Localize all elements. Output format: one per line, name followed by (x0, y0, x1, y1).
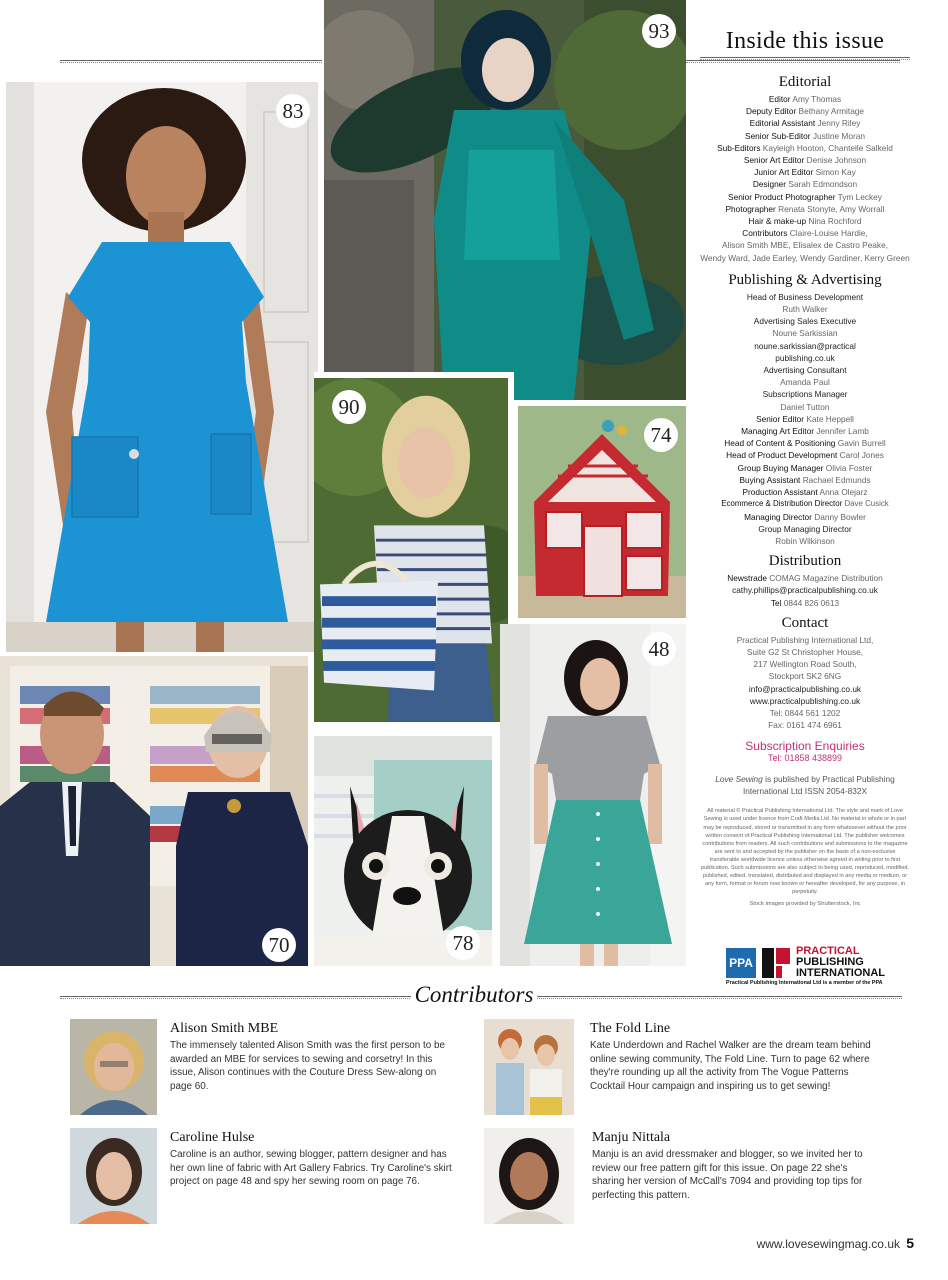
role-line: Managing Art Editor Jennifer Lamb (741, 426, 869, 437)
contact-line: Practical Publishing International Ltd, (736, 634, 874, 645)
editorial-line: Senior Sub-Editor Justine Moran (745, 130, 865, 141)
contributor-photo (70, 1019, 157, 1115)
distribution-tel: Tel 0844 826 0613 (770, 597, 840, 608)
role-name: Robin Wilkinson (775, 535, 835, 546)
publisher-logos (726, 946, 885, 979)
contributor-name: Alison Smith MBE (170, 1021, 279, 1036)
editorial-line: Editorial Assistant Jenny Riley (749, 118, 861, 129)
contributor-bio: Kate Underdown and Rachel Walker are the dream team behind online sewing community, The Fold Line. Turn to page 62 where they're rounding up all the activity from The Vogue Patterns Cocktail Hour campaign and inspiring us to get sewing! (590, 1040, 871, 1092)
role-label: Group Managing Director (758, 523, 852, 534)
role-label: Subscriptions Manager (762, 389, 848, 400)
role-label: Advertising Consultant (763, 365, 847, 376)
email-link[interactable]: publishing.co.uk (775, 352, 835, 363)
dog-cushion-photo[interactable] (314, 736, 492, 966)
contributor-photo (484, 1128, 574, 1224)
role-name: Noune Sarkissian (772, 328, 838, 339)
footer-website-link[interactable]: www.lovesewingmag.co.uk (756, 1237, 900, 1251)
contributors-continued: Wendy Ward, Jade Earley, Wendy Gardiner, Kerry Green (700, 252, 910, 263)
button-skirt-photo[interactable] (500, 624, 686, 966)
editorial-line: Sub-Editors Kayleigh Hooton, Chantelle Salkeld (717, 142, 893, 153)
stock-credit: Stock images provided by Shutterstock, Inc (749, 901, 861, 908)
role-label: Advertising Sales Executive (753, 316, 857, 327)
role-name: Amanda Paul (780, 377, 830, 388)
page-number: 5 (906, 1235, 914, 1251)
role-line: Production Assistant Anna Olejarz (742, 487, 868, 498)
distribution-heading: Distribution (768, 553, 842, 570)
dress-photo[interactable] (6, 82, 318, 652)
masthead-title: Inside this issue (725, 28, 885, 54)
contributors-continued: Alison Smith MBE, Elisalex de Castro Peake, (721, 240, 888, 251)
role-name: Daniel Tutton (780, 401, 830, 412)
role-line: Buying Assistant Rachael Edmunds (739, 474, 871, 485)
role-name: Ruth Walker (782, 304, 828, 315)
newstrade-line: Newstrade COMAG Magazine Distribution (727, 573, 883, 584)
house-pincushion-photo[interactable] (518, 406, 686, 618)
contact-line: 217 Wellington Road South, (753, 659, 857, 670)
subscription-heading: Subscription Enquiries (745, 739, 865, 754)
editorial-line: Designer Sarah Edmondson (752, 179, 858, 190)
contributor-bio: Caroline is an author, sewing blogger, pattern designer and has her own line of fabric with Art Gallery Fabrics. Try Caroline's skirt project on page 48 and spy her sewing room on page 76. (170, 1149, 452, 1188)
email-link[interactable]: noune.sarkissian@practical (754, 340, 856, 351)
contact-website[interactable]: www.practicalpublishing.co.uk (749, 695, 861, 706)
editorial-line: Contributors Claire-Louise Hardie, (742, 228, 868, 239)
contributor-photo (484, 1019, 574, 1115)
page-badge-dress: 83 (276, 94, 310, 128)
contributor-name: Manju Nittala (592, 1130, 671, 1145)
page-badge-house: 74 (644, 418, 678, 452)
published-by: Love Sewing is published by Practical Publishing International Ltd ISSN 2054-832X (715, 774, 895, 797)
role-line: Managing Director Danny Bowler (744, 511, 866, 522)
page-badge-skirt: 48 (642, 632, 676, 666)
page-badge-tote: 90 (332, 390, 366, 424)
contact-line: Fax: 0161 474 6961 (768, 720, 842, 731)
role-label: Head of Business Development (746, 291, 864, 302)
masthead-column (700, 28, 910, 907)
contact-email[interactable]: info@practicalpublishing.co.uk (748, 683, 862, 694)
role-line: Senior Editor Kate Heppell (756, 413, 854, 424)
role-line: Ecommerce & Distribution Director Dave Cusick (721, 499, 889, 509)
page-badge-peacock: 93 (642, 14, 676, 48)
ppa-logo: PPA (726, 948, 756, 978)
editorial-line: Senior Art Editor Denise Johnson (743, 155, 867, 166)
contributor-name: The Fold Line (590, 1021, 671, 1036)
editorial-line: Deputy Editor Bethany Armitage (745, 106, 865, 117)
contributors-heading: Contributors (0, 982, 948, 1008)
page-badge-dog: 78 (446, 926, 480, 960)
pp-wordmark: PRACTICAL PUBLISHING INTERNATIONAL (796, 945, 886, 979)
role-line: Head of Content & Positioning Gavin Burrell (724, 438, 886, 449)
distribution-email[interactable]: cathy.phillips@practicalpublishing.co.uk (732, 585, 878, 596)
peacock-costume-photo[interactable] (324, 0, 686, 400)
contributor-bio: Manju is an avid dressmaker and blogger, so we invited her to review our free pattern gift for this issue. On page 22 she's sharing her version of McCall's 7094 and providing top tips for perfecting this pattern. (592, 1149, 863, 1201)
masthead-top-rule (686, 60, 900, 63)
legal-notice: All material © Practical Publishing International Ltd. The style and mark of Love Sewing is used under licence from Craft Media Ltd. No material in whole or in part may be reproduced, stored or transmitted in any form whatsoever without the prior written consent of Practical Publishing International Ltd. The publisher welcomes contributions from readers. All such contributions and submissions to the magazine are sent to and accepted by the publisher on the basis of a non-exclusive transferable worldwide licence unless otherwise agreed in writing prior to first publication. Such submissions are also subject to being used, reproduced, modified, published, edited, translated, distributed and displayed in any media or medium, or any form, format or forum now known or hereafter developed, for any purpose, in perpetuity. (700, 808, 910, 896)
editorial-line: Editor Amy Thomas (768, 94, 842, 104)
role-line: Group Buying Manager Olivia Foster (737, 462, 873, 473)
page-badge-contributors: 70 (262, 928, 296, 962)
contributor-bio: The immensely talented Alison Smith was the first person to be awarded an MBE for services to sewing and corsetry! In this issue, Alison continues with the Couture Dress Sew-along on page 60. (170, 1040, 445, 1092)
sewing-bee-photo[interactable] (0, 656, 308, 966)
editorial-heading: Editorial (778, 74, 832, 90)
editorial-line: Hair & make-up Nina Rochford (748, 216, 862, 227)
contributor-photo (70, 1128, 157, 1224)
contact-line: Suite G2 St Christopher House, (746, 646, 864, 657)
role-line: Head of Product Development Carol Jones (726, 450, 884, 461)
publishing-heading: Publishing & Advertising (728, 271, 882, 288)
editorial-line: Photographer Renata Stonyte, Amy Worrall (725, 203, 885, 214)
top-rule (60, 60, 322, 63)
contact-line: Tel: 0844 561 1202 (769, 707, 841, 718)
tote-bag-photo[interactable] (314, 372, 514, 728)
subscription-tel: Tel: 01858 438899 (767, 753, 843, 764)
ppa-member-caption: Practical Publishing International Ltd is a member of the PPA (726, 980, 883, 986)
contributor-name: Caroline Hulse (170, 1130, 255, 1145)
contact-line: Stockport SK2 6NG (768, 671, 842, 682)
editorial-line: Junior Art Editor Simon Kay (754, 167, 856, 178)
contact-heading: Contact (781, 614, 829, 631)
pp-logo-icon (762, 948, 790, 978)
editorial-line: Senior Product Photographer Tym Leckey (728, 191, 882, 202)
